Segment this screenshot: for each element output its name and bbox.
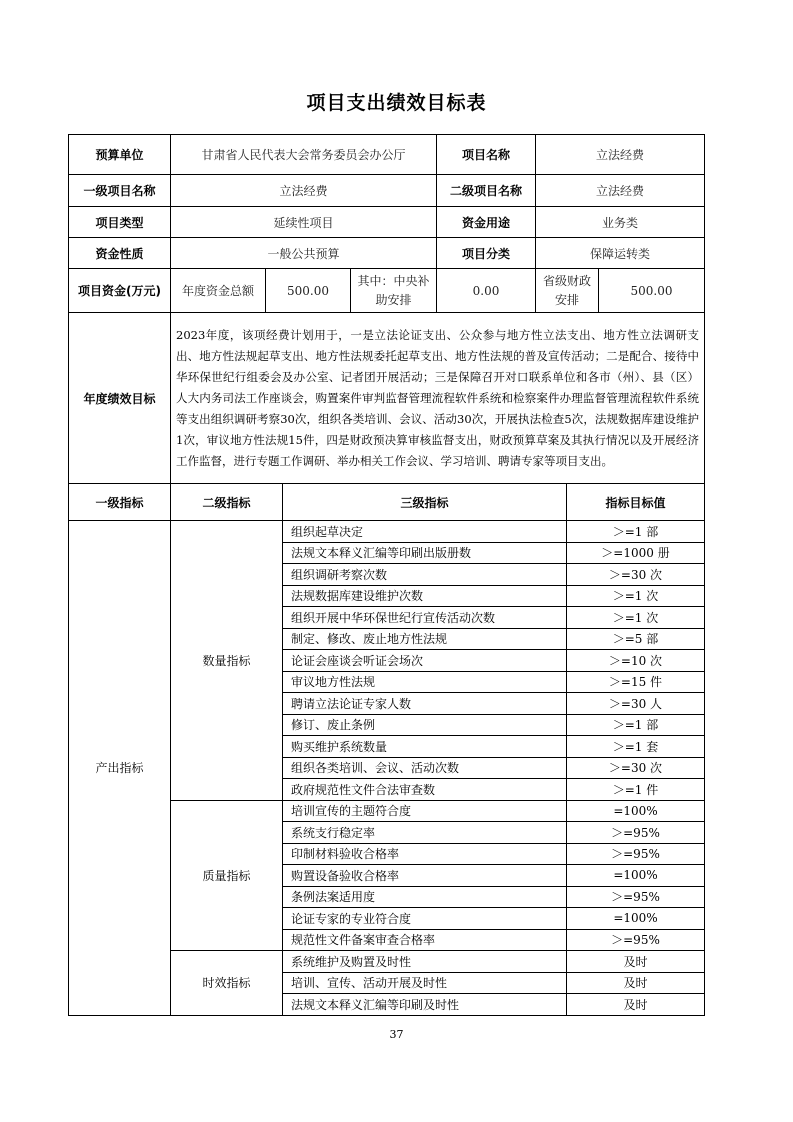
- level3-indicator: 制定、修改、废止地方性法规: [283, 628, 567, 650]
- annual-goal-label: 年度绩效目标: [69, 313, 171, 484]
- indicator-target-value: ＞=1 件: [567, 779, 705, 801]
- annual-total-label: 年度资金总额: [171, 269, 266, 313]
- level3-indicator: 购置设备验收合格率: [283, 865, 567, 887]
- indicator-header-level3: 三级指标: [283, 484, 567, 521]
- project-category-value: 保障运转类: [536, 238, 705, 269]
- indicator-header-target: 指标目标值: [567, 484, 705, 521]
- level3-indicator: 培训、宣传、活动开展及时性: [283, 972, 567, 994]
- level2-indicator: 质量指标: [171, 800, 283, 951]
- level3-indicator: 修订、废止条例: [283, 714, 567, 736]
- indicator-target-value: 及时: [567, 994, 705, 1016]
- level3-indicator: 审议地方性法规: [283, 671, 567, 693]
- indicator-table: [68, 483, 705, 1016]
- indicator-target-value: ＞=1 次: [567, 585, 705, 607]
- annual-goal-text: 2023年度，该项经费计划用于，一是立法论证支出、公众参与地方性立法支出、地方性立法调研支出、地方性法规起草支出、地方性法规委托起草支出、地方性法规的普及宣传活动；二是配合、接待中华环保世纪行组委会及办公室、记者团开展活动；三是保障召开对口联系单位和各市（州）、县（区）人大内务司法工作座谈会，购置案件审判监督管理流程软件系统和检察案件办理监督管理流程软件系统等支出组织调研考察30次，组织各类培训、会议、活动30次，开展执法检查5次，法规数据库建设维护1次，审议地方性法规15件，四是财政预决算审核监督支出，财政预算草案及其执行情况以及开展经济工作监督，进行专题工作调研、举办相关工作会议、学习培训、聘请专家等项目支出。: [171, 313, 705, 484]
- indicator-target-value: 及时: [567, 951, 705, 973]
- indicator-target-value: ＞=15 件: [567, 671, 705, 693]
- level3-indicator: 法规数据库建设维护次数: [283, 585, 567, 607]
- indicator-target-value: ＞=30 次: [567, 564, 705, 586]
- level2-indicator: 数量指标: [171, 521, 283, 801]
- level1-project-value: 立法经费: [171, 175, 437, 207]
- project-name-value: 立法经费: [536, 135, 705, 175]
- level3-indicator: 聘请立法论证专家人数: [283, 693, 567, 715]
- central-subsidy-value: 0.00: [437, 269, 536, 313]
- project-type-value: 延续性项目: [171, 207, 437, 238]
- indicator-target-value: ＞=95%: [567, 822, 705, 844]
- central-subsidy-label: 其中：中央补助安排: [351, 269, 437, 313]
- level3-indicator: 法规文本释义汇编等印刷及时性: [283, 994, 567, 1016]
- level3-indicator: 系统维护及购置及时性: [283, 951, 567, 973]
- project-type-label: 项目类型: [69, 207, 171, 238]
- indicator-target-value: ＞=1 次: [567, 607, 705, 629]
- funds-nature-label: 资金性质: [69, 238, 171, 269]
- indicator-target-value: ＞=1 部: [567, 714, 705, 736]
- level3-indicator: 组织起草决定: [283, 521, 567, 543]
- project-category-label: 项目分类: [437, 238, 536, 269]
- indicator-target-value: =100%: [567, 908, 705, 930]
- indicator-target-value: =100%: [567, 865, 705, 887]
- indicator-target-value: ＞=5 部: [567, 628, 705, 650]
- level2-project-value: 立法经费: [536, 175, 705, 207]
- budget-unit-label: 预算单位: [69, 135, 171, 175]
- table-row: [69, 521, 705, 543]
- level3-indicator: 系统支行稳定率: [283, 822, 567, 844]
- annual-total-value: 500.00: [266, 269, 351, 313]
- project-info-table: [68, 134, 705, 484]
- indicator-target-value: ＞=10 次: [567, 650, 705, 672]
- indicator-target-value: ＞=30 人: [567, 693, 705, 715]
- indicator-target-value: ＞=95%: [567, 886, 705, 908]
- indicator-target-value: ＞=1000 册: [567, 542, 705, 564]
- page-title: 项目支出绩效目标表: [306, 92, 487, 114]
- provincial-funds-value: 500.00: [599, 269, 705, 313]
- level3-indicator: 规范性文件备案审查合格率: [283, 929, 567, 951]
- level3-indicator: 组织各类培训、会议、活动次数: [283, 757, 567, 779]
- level3-indicator: 论证会座谈会听证会场次: [283, 650, 567, 672]
- indicator-header-level2: 二级指标: [171, 484, 283, 521]
- funds-usage-value: 业务类: [536, 207, 705, 238]
- provincial-funds-label: 省级财政安排: [536, 269, 599, 313]
- level3-indicator: 条例法案适用度: [283, 886, 567, 908]
- level3-indicator: 印制材料验收合格率: [283, 843, 567, 865]
- indicator-header-level1: 一级指标: [69, 484, 171, 521]
- level1-project-label: 一级项目名称: [69, 175, 171, 207]
- indicator-target-value: ＞=1 部: [567, 521, 705, 543]
- level3-indicator: 法规文本释义汇编等印刷出版册数: [283, 542, 567, 564]
- level3-indicator: 组织调研考察次数: [283, 564, 567, 586]
- indicator-target-value: ＞=95%: [567, 929, 705, 951]
- indicator-target-value: 及时: [567, 972, 705, 994]
- funds-usage-label: 资金用途: [437, 207, 536, 238]
- level3-indicator: 购买维护系统数量: [283, 736, 567, 758]
- indicator-target-value: ＞=30 次: [567, 757, 705, 779]
- level2-indicator: 时效指标: [171, 951, 283, 1016]
- level3-indicator: 组织开展中华环保世纪行宣传活动次数: [283, 607, 567, 629]
- level3-indicator: 政府规范性文件合法审查数: [283, 779, 567, 801]
- level3-indicator: 培训宣传的主题符合度: [283, 800, 567, 822]
- indicator-target-value: =100%: [567, 800, 705, 822]
- funds-nature-value: 一般公共预算: [171, 238, 437, 269]
- budget-unit-value: 甘肃省人民代表大会常务委员会办公厅: [171, 135, 437, 175]
- level2-project-label: 二级项目名称: [437, 175, 536, 207]
- indicator-target-value: ＞=95%: [567, 843, 705, 865]
- project-name-label: 项目名称: [437, 135, 536, 175]
- page-number: 37: [389, 1028, 404, 1041]
- indicator-target-value: ＞=1 套: [567, 736, 705, 758]
- level3-indicator: 论证专家的专业符合度: [283, 908, 567, 930]
- level1-indicator: 产出指标: [69, 521, 171, 1016]
- project-funds-label: 项目资金(万元): [69, 269, 171, 313]
